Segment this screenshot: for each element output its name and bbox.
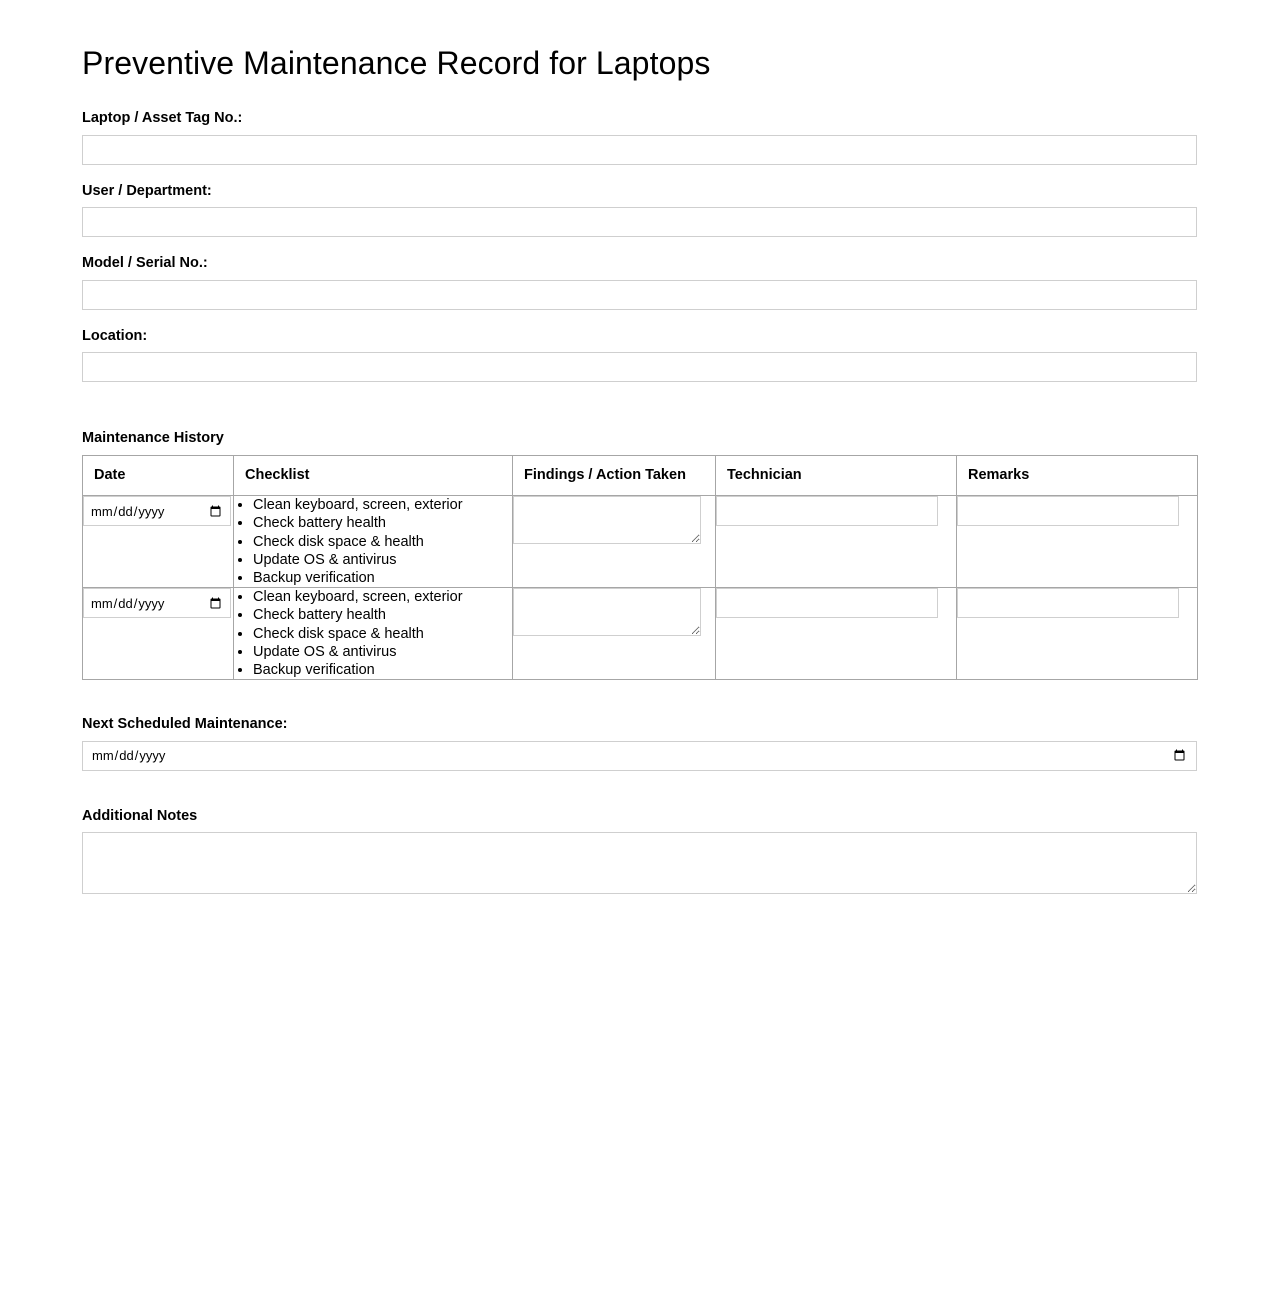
field-label-asset-tag: Laptop / Asset Tag No.: [82,110,243,127]
date-cell [83,496,234,588]
table-row [83,588,1198,680]
checklist-item: • Check battery health [253,514,512,532]
additional-notes-textarea[interactable] [82,832,1197,894]
field-model-serial [82,255,1198,309]
checklist-item: • Check disk space & health [253,625,512,643]
findings-textarea[interactable] [513,496,701,544]
location-input[interactable] [82,352,1197,382]
maintenance-date-input[interactable] [83,496,231,526]
checklist-item: • Update OS & antivirus [253,643,512,661]
field-label-user-department: User / Department: [82,182,212,199]
findings-textarea[interactable] [513,588,701,636]
maintenance-history-table [82,455,1198,680]
remarks-input[interactable] [957,496,1179,526]
column-header-technician: Technician [716,456,957,496]
column-header-checklist: Checklist [234,456,513,496]
technician-input[interactable] [716,496,938,526]
section-spacer [82,400,1198,430]
remarks-cell [957,588,1198,680]
field-user-department [82,183,1198,237]
date-cell [83,588,234,680]
table-header-row [83,456,1198,496]
maintenance-history-heading: Maintenance History [82,429,224,446]
findings-cell [513,588,716,680]
field-label-location: Location: [82,327,148,344]
asset-tag-input[interactable] [82,135,1197,165]
table-row [83,496,1198,588]
field-label-next-scheduled: Next Scheduled Maintenance: [82,716,288,733]
field-label-additional-notes: Additional Notes [82,807,198,824]
maintenance-date-input[interactable] [83,588,231,618]
technician-cell [716,588,957,680]
checklist-item: • Check battery health [253,606,512,624]
technician-input[interactable] [716,588,938,618]
checklist-item: • Backup verification [253,569,512,587]
column-header-remarks: Remarks [957,456,1198,496]
field-additional-notes [82,808,1198,894]
checklist-item: • Update OS & antivirus [253,551,512,569]
column-header-date: Date [83,456,234,496]
checklist-list [234,588,512,679]
remarks-cell [957,496,1198,588]
remarks-input[interactable] [957,588,1179,618]
checklist-item: • Clean keyboard, screen, exterior [253,496,512,514]
field-next-scheduled [82,716,1198,770]
findings-cell [513,496,716,588]
next-scheduled-date-input[interactable] [82,741,1197,771]
checklist-list [234,496,512,587]
column-header-findings: Findings / Action Taken [513,456,716,496]
model-serial-input[interactable] [82,280,1197,310]
checklist-cell [234,588,513,680]
field-asset-tag [82,110,1198,164]
user-department-input[interactable] [82,207,1197,237]
checklist-item: • Backup verification [253,661,512,679]
checklist-cell [234,496,513,588]
technician-cell [716,496,957,588]
field-location [82,328,1198,382]
field-label-model-serial: Model / Serial No.: [82,255,208,272]
checklist-item: • Check disk space & health [253,533,512,551]
checklist-item: • Clean keyboard, screen, exterior [253,588,512,606]
page-title: Preventive Maintenance Record for Laptops [82,45,711,81]
